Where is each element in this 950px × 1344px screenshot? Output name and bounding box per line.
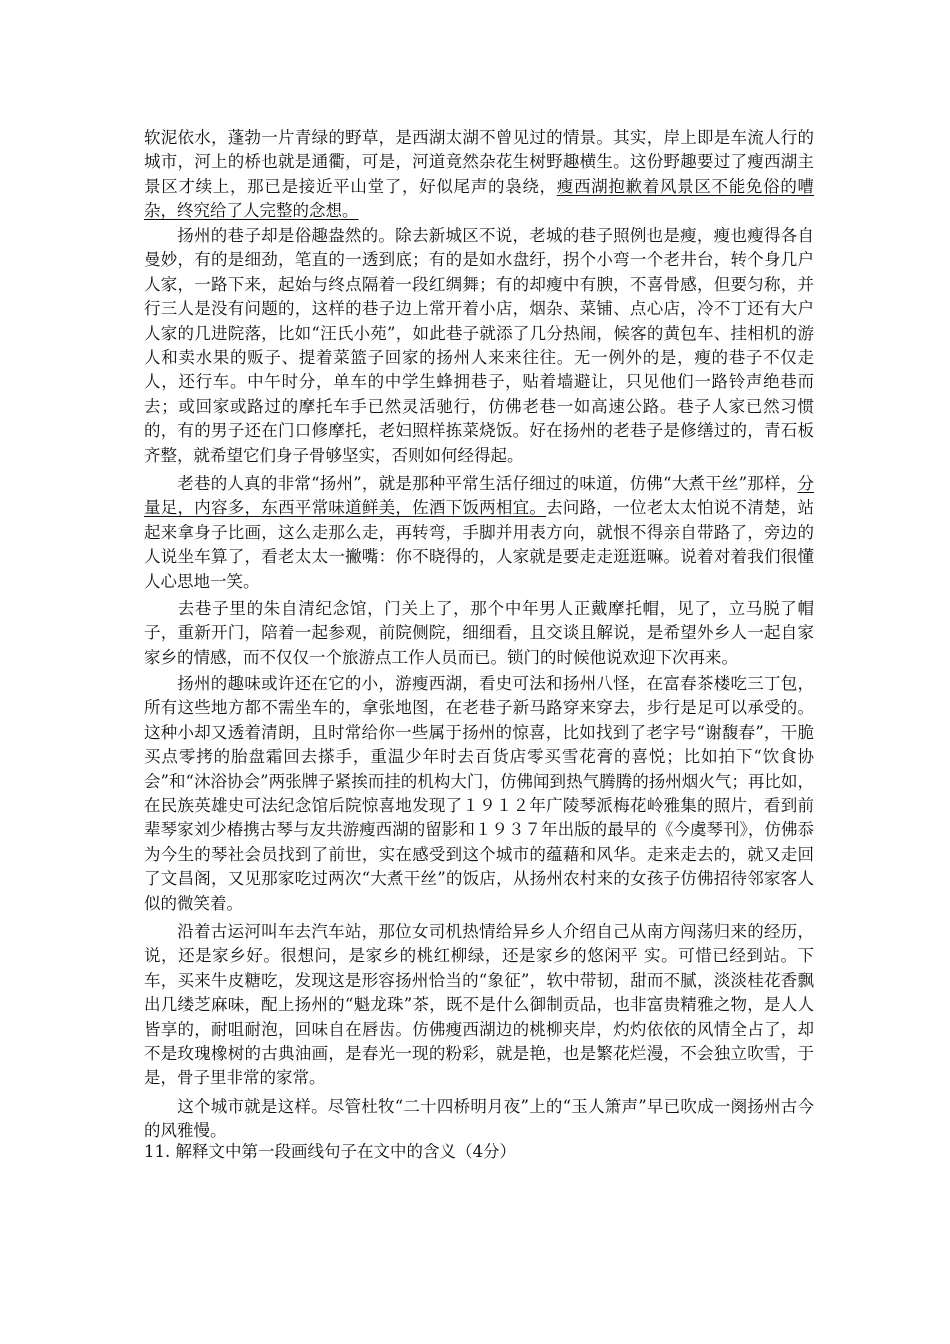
paragraph-7 (144, 1095, 814, 1144)
paragraph-text: 这个城市就是这样。尽管杜牧“二十四桥明月夜”上的“玉人箫声”早已吹成一阕扬州古今的风雅慢。 (144, 1097, 814, 1141)
paragraph-1 (144, 126, 814, 224)
question-11: 11. 解释文中第一段画线句子在文中的含义（4分） (144, 1142, 516, 1161)
paragraph-6 (144, 920, 814, 1091)
paragraph-text: 扬州的巷子却是俗趣盎然的。除去新城区不说，老城的巷子照例也是瘦，瘦也瘦得各自曼妙，有的是细劲，笔直的一透到底；有的是如水盘纡，拐个小弯一个老井台，转个身几户人家，一路下来，起始与终点隔着一段红绸舞；有的却瘦中有腴，不喜骨感，但要匀称，并行三人是没有问题的，这样的巷子边上常开着小店，烟杂、菜铺、点心店，冷不丁还有大户人家的几进院落，比如“汪氏小苑”，如此巷子就添了几分热闹，候客的黄包车、挂相机的游人和卖水果的贩子、提着菜篮子回家的扬州人来来往往。无一例外的是，瘦的巷子不仅走人，还行车。中午时分，单车的中学生蜂拥巷子，贴着墙避让，只见他们一路铃声绝巷而去；或回家或路过的摩托车手已然灵活驰行，仿佛老巷一如高速公路。巷子人家已然习惯的，有的男子还在门口修摩托，老妇照样拣菜烧饭。好在扬州的老巷子是修缮过的，青石板齐整，就希望它们身子骨够坚实，否则如何经得起。 (144, 226, 814, 465)
underlined-sentence: 瘦西湖抱歉着风景区不能免俗的嘈杂，终究给了人完整的念想。 (144, 176, 815, 221)
paragraph-text: 扬州的趣味或许还在它的小，游瘦西湖，看史可法和扬州八怪，在富春茶楼吃三丁包，所有这些地方都不需坐车的，拿张地图，在老巷子新马路穿来穿去，步行是足可以承受的。这种小却又透着清朗，且时常给你一些属于扬州的惊喜，比如找到了老字号“谢馥春”，干脆买点零拷的胎盘霜回去搽手，重温少年时去百货店零买雪花膏的喜悦；比如拍下“饮食协会”和“沐浴协会”两张牌子紧挨而挂的机构大门，仿佛闻到热气腾腾的扬州烟火气；再比如，在民族英雄史可法纪念馆后院惊喜地发现了１９１２年广陵琴派梅花岭雅集的照片，看到前辈琴家刘少椿携古琴与友共游瘦西湖的留影和１９３７年出版的最早的《今虞琴刊》，仿佛忝为今生的琴社会员找到了前世，实在感受到这个城市的蕴藉和风华。走来走去的，就又走回了文昌阁，又见那家吃过两次“大煮干丝”的饭店，从扬州农村来的女孩子仿佛招待邻家客人似的微笑着。 (144, 674, 814, 913)
paragraph-text: 老巷的人真的非常“扬州”，就是那种平常生活仔细过的味道，仿佛“大煮干丝”那样， (177, 474, 798, 493)
paragraph-text: 软泥依水，蓬勃一片青绿的野草，是西湖太湖不曾见过的情景。其实，岸上即是车流人行的城市，河上的桥也就是通衢，可是，河道竟然杂花生树野趣横生。这份野趣要过了瘦西湖主景区才续上，那已是接近平山堂了，好似尾声的袅绕， (144, 128, 814, 196)
paragraph-3 (144, 472, 814, 594)
paragraph-2 (144, 224, 814, 468)
paragraph-4 (144, 597, 814, 670)
paragraph-text: 去问路，一位老太太怕说不清楚，站起来拿身子比画，这么走那么走，再转弯，手脚并用表方向，就恨不得亲自带路了，旁边的人说坐车算了，看老太太一撇嘴：你不晓得的，人家就是要走走逛逛嘛。说着对着我们很懂人心思地一笑。 (144, 498, 815, 591)
paragraph-text: 去巷子里的朱自清纪念馆，门关上了，那个中年男人正戴摩托帽，见了，立马脱了帽子，重新开门，陪着一起参观，前院侧院，细细看，且交谈且解说，是希望外乡人一起自家家乡的情感，而不仅仅一个旅游点工作人员而已。锁门的时候他说欢迎下次再来。 (144, 599, 814, 667)
paragraph-5 (144, 672, 814, 916)
underlined-sentence: 分量足，内容多，东西平常味道鲜美，佐酒下饭两相宜。 (144, 474, 814, 518)
paragraph-text: 沿着古运河叫车去汽车站，那位女司机热情给异乡人介绍自己从南方闯荡归来的经历，说，还是家乡好。很想问，是家乡的桃红柳绿，还是家乡的悠闲平 实。可惜已经到站。下车，买来牛皮糖吃，发现这是形容扬州恰当的“象征”，软中带韧，甜而不腻，淡淡桂花香飘出几缕芝麻味，配上扬州的“魁龙珠”茶，既不是什么御制贡品，也非富贵精雅之物，是人人皆享的，耐咀耐泡，回味自在唇齿。仿佛瘦西湖边的桃柳夹岸，灼灼依依的风情全占了，却不是玫瑰橡树的古典油画，是春光一现的粉彩，就是艳，也是繁花烂漫，不会独立吹雪，于是，骨子里非常的家常。 (144, 922, 814, 1088)
